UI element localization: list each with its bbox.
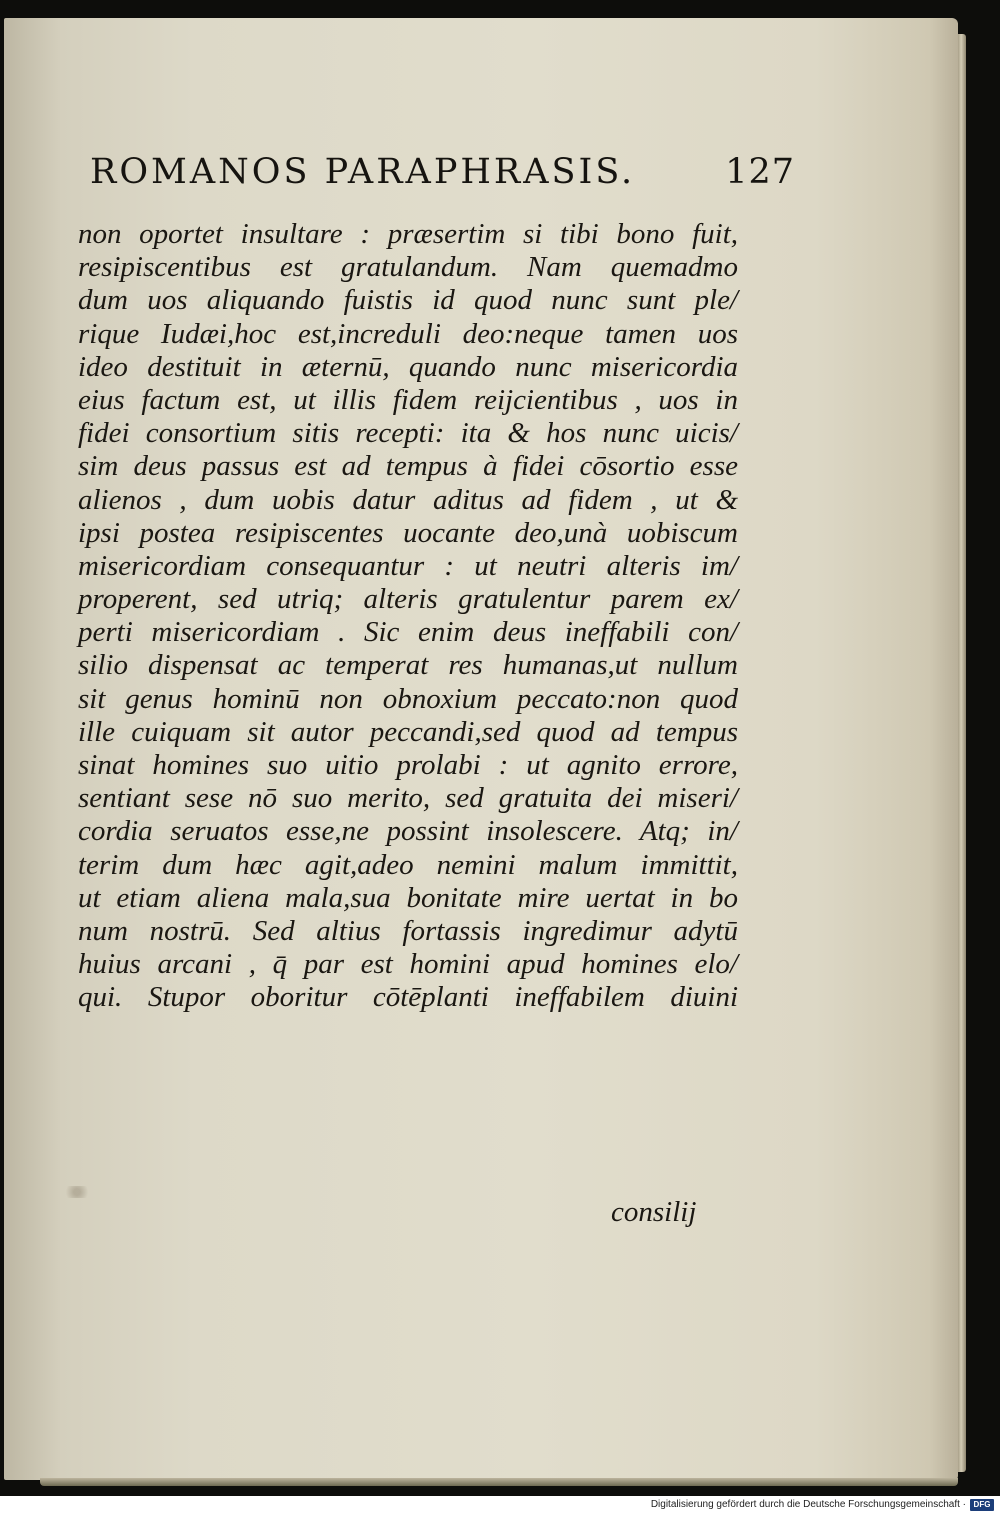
text-line: huius arcani , q̄ par est homini apud homines elo/: [78, 948, 738, 981]
text-line: ut etiam aliena mala,sua bonitate mire uertat in bo: [78, 881, 738, 914]
text-line: cordia seruatos esse,ne possint insolescere. Atq; in/: [78, 815, 738, 848]
page-number: 127: [725, 152, 795, 192]
text-line: sinat homines suo uitio prolabi : ut agnito errore,: [78, 749, 738, 781]
text-line: dum uos aliquando fuistis id quod nunc sunt ple/: [78, 284, 738, 317]
text-line: sentiant sese nō suo merito, sed gratuita dei miseri/: [78, 782, 738, 815]
funding-credit: Digitalisierung gefördert durch die Deutsche Forschungsgemeinschaft ·: [650, 1499, 966, 1510]
catchword: consilij: [611, 1196, 697, 1228]
dfg-logo-icon: DFG: [970, 1499, 994, 1511]
text-line: ipsi postea resipiscentes uocante deo,unà uobiscum: [78, 516, 738, 549]
text-line: properent, sed utriq; alteris gratulentur parem ex/: [78, 583, 738, 616]
paper-stain: [62, 1186, 92, 1198]
text-line: terim dum hæc agit,adeo nemini malum immittit,: [78, 848, 738, 881]
text-line: eius factum est, ut illis fidem reijcientibus , uos in: [78, 383, 738, 416]
page-edge-right: [958, 34, 966, 1472]
text-line: fidei consortium sitis recepti: ita & hos nunc uicis/: [78, 417, 738, 450]
text-line: non oportet insultare : præsertim si tibi bono fuit,: [78, 218, 738, 250]
text-line: misericordiam consequantur : ut neutri alteris im/: [78, 549, 738, 582]
page-edge-bottom: [40, 1478, 958, 1486]
running-title: ROMANOS PARAPHRASIS.: [90, 152, 636, 192]
footer-bar: [0, 1496, 1000, 1516]
text-line: qui. Stupor oboritur cōtēplanti ineffabilem diuini: [78, 981, 738, 1014]
text-line: ille cuiquam sit autor peccandi,sed quod ad tempus: [78, 715, 738, 748]
text-line: sim deus passus est ad tempus à fidei cōsortio esse: [78, 450, 738, 483]
text-line: resipiscentibus est gratulandum. Nam quemadmo: [78, 251, 738, 284]
text-line: rique Iudæi,hoc est,increduli deo:neque tamen uos: [78, 317, 738, 350]
text-line: num nostrū. Sed altius fortassis ingredimur adytū: [78, 914, 738, 947]
text-line: alienos , dum uobis datur aditus ad fidem , ut &: [78, 483, 738, 516]
text-line: ideo destituit in æternū, quando nunc misericordia: [78, 350, 738, 383]
running-header: [90, 152, 795, 202]
text-line: perti misericordiam . Sic enim deus ineffabili con/: [78, 616, 738, 649]
text-line: silio dispensat ac temperat res humanas,ut nullum: [78, 649, 738, 682]
text-line: sit genus hominū non obnoxium peccato:non quod: [78, 682, 738, 715]
body-text: [78, 218, 738, 1015]
